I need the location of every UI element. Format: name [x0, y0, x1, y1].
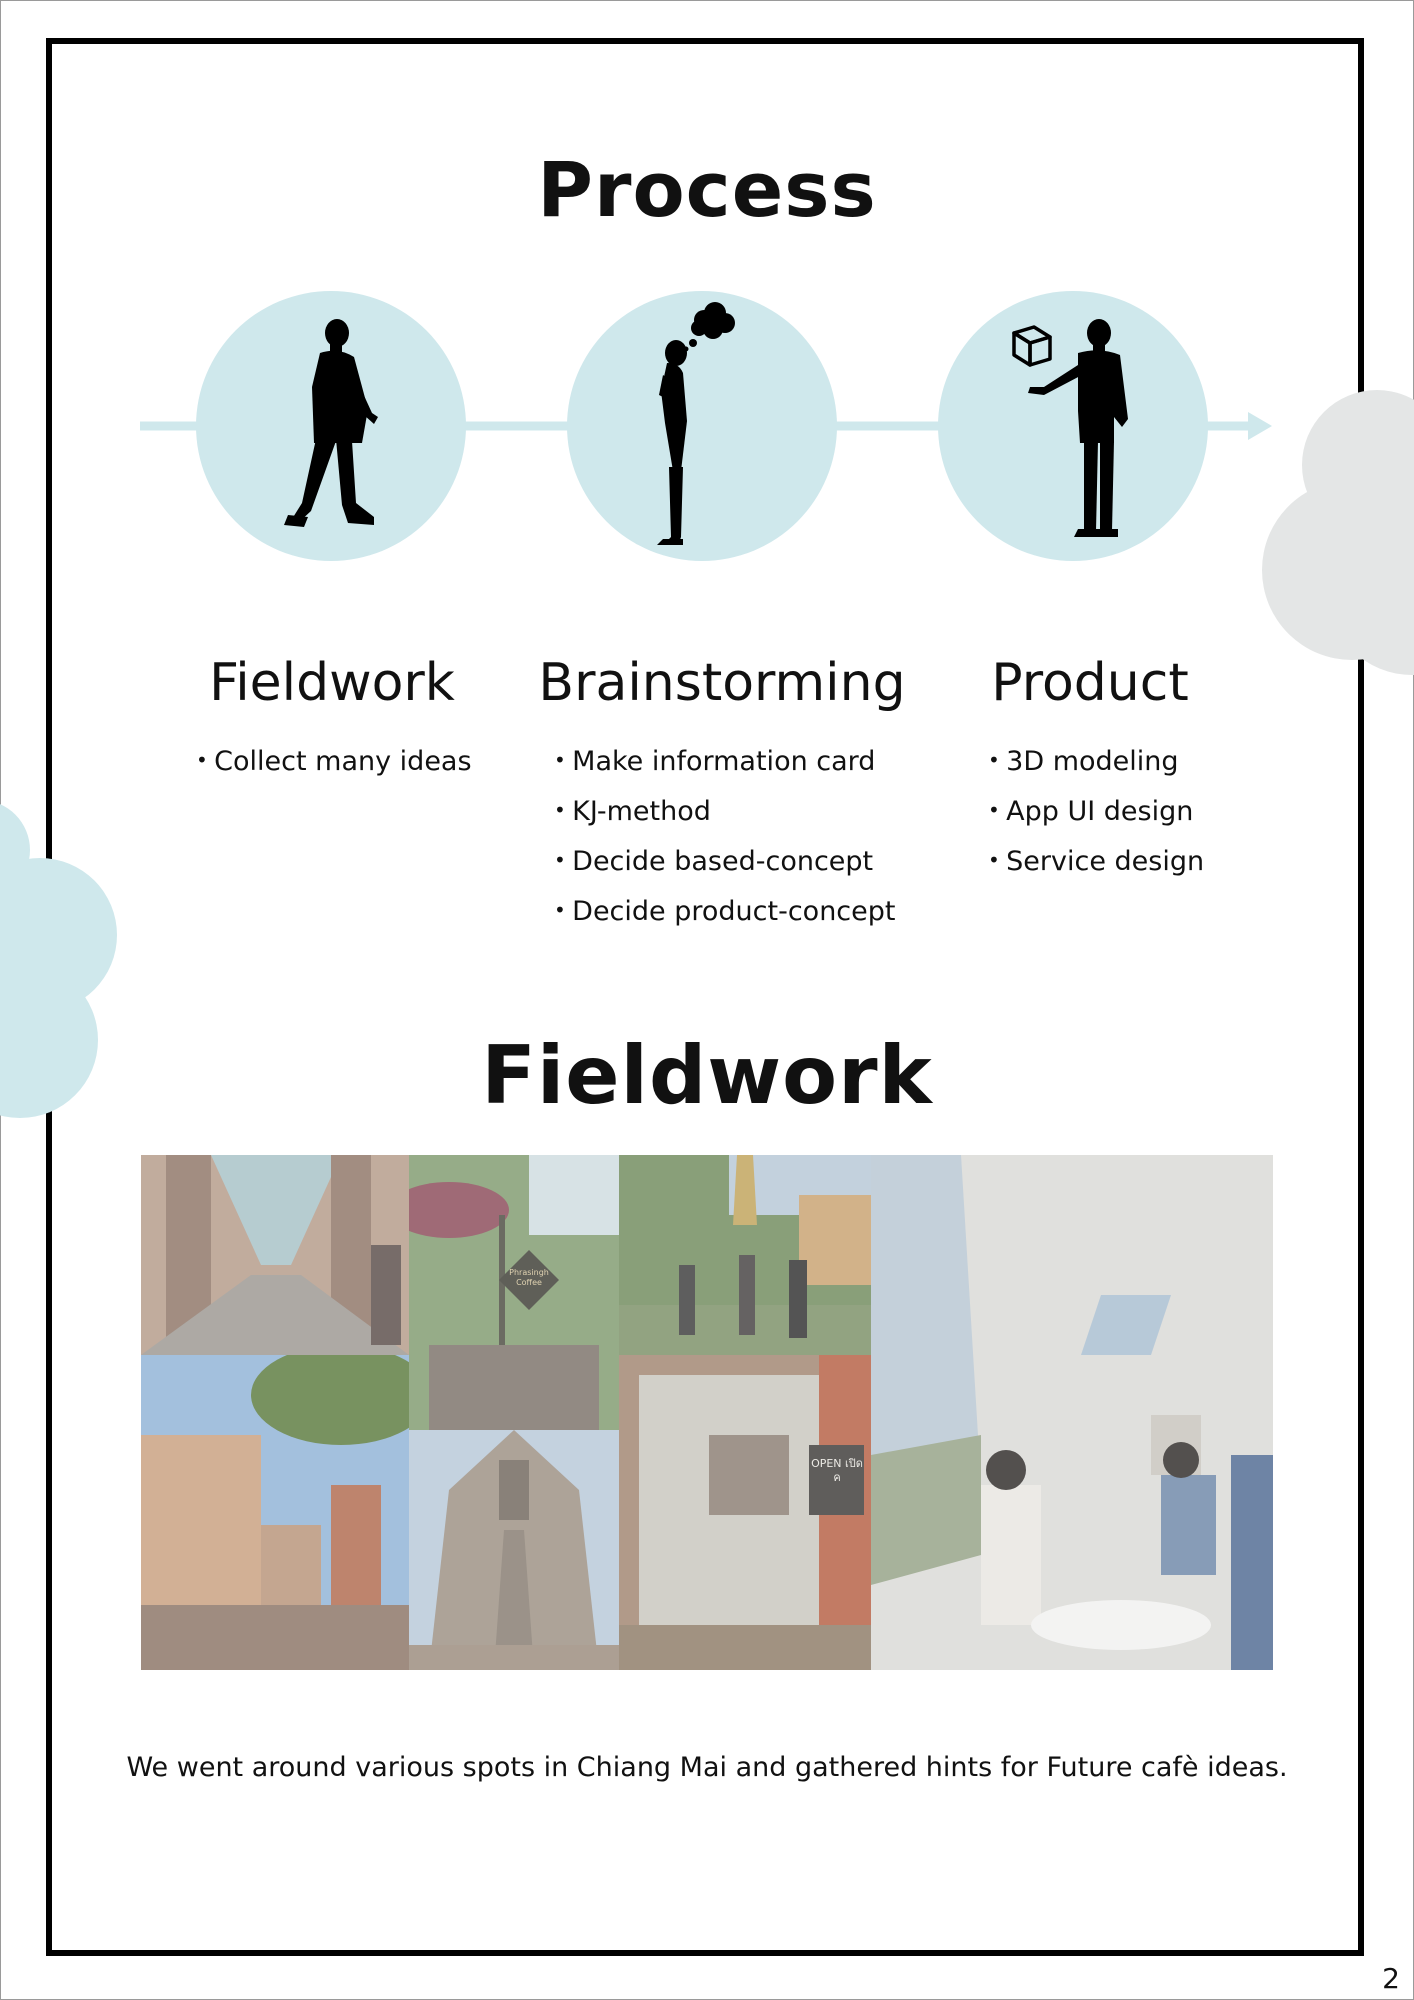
product-step-circle	[938, 291, 1208, 561]
brainstorming-task-list	[554, 736, 895, 936]
product-task-list	[988, 736, 1204, 886]
step-title-product: Product	[991, 653, 1189, 713]
thinking-person-icon	[567, 291, 837, 561]
list-item: • Collect many ideas	[196, 736, 472, 786]
process-title: Process	[537, 145, 877, 234]
step-title-fieldwork: Fieldwork	[209, 653, 455, 713]
step-title-brainstorming: Brainstorming	[538, 653, 906, 713]
list-item: • Decide product-concept	[554, 886, 895, 936]
list-item: • App UI design	[988, 786, 1204, 836]
list-item: • 3D modeling	[988, 736, 1204, 786]
fieldwork-task-list	[196, 736, 472, 786]
presenting-person-icon	[938, 291, 1208, 561]
page-number: 2	[1382, 1962, 1400, 1995]
brainstorming-step-circle	[567, 291, 837, 561]
photo-overlay	[141, 1155, 1273, 1670]
fieldwork-step-circle	[196, 291, 466, 561]
fieldwork-title: Fieldwork	[481, 1029, 933, 1122]
list-item: • KJ-method	[554, 786, 895, 836]
list-item: • Decide based-concept	[554, 836, 895, 886]
fieldwork-caption: We went around various spots in Chiang Mai and gathered hints for Future cafè ideas.	[126, 1752, 1288, 1783]
walking-person-icon	[196, 291, 466, 561]
list-item: • Make information card	[554, 736, 895, 786]
fieldwork-photo-collage	[141, 1155, 1273, 1670]
grey-cloud-decoration	[1262, 390, 1414, 690]
photo-sign-text: Phrasingh Coffee	[509, 1268, 549, 1287]
photo-sign-text: OPEN เปิดค	[811, 1457, 863, 1484]
list-item: • Service design	[988, 836, 1204, 886]
